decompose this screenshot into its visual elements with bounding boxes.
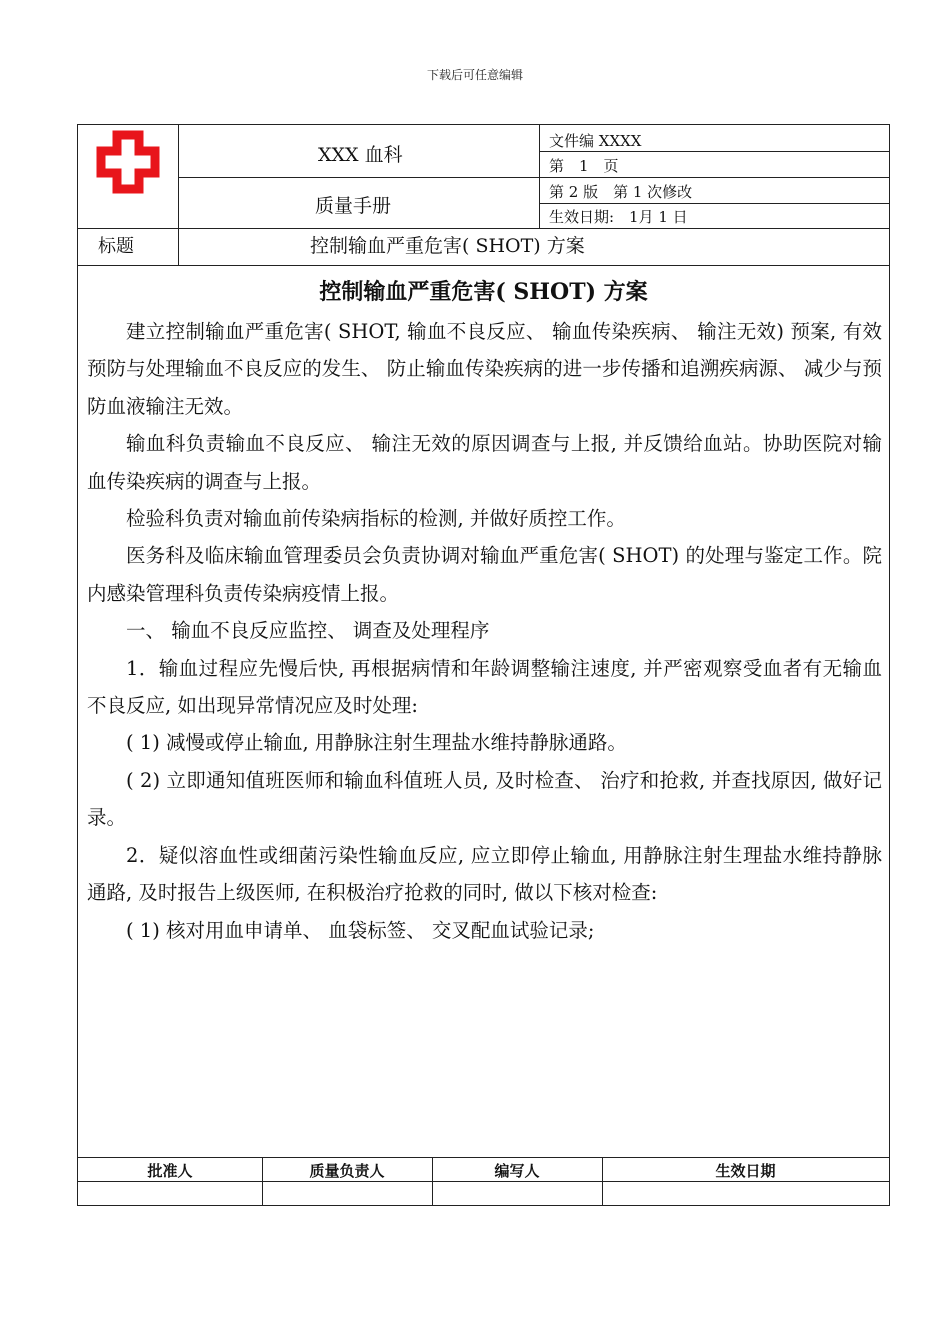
- page-number: 第 1 页: [549, 157, 619, 175]
- paragraph: 医务科及临床输血管理委员会负责协调对输血严重危害( SHOT) 的处理与鉴定工作。院内感染管理科负责传染病疫情上报。: [87, 544, 882, 605]
- paragraph: 2．疑似溶血性或细菌污染性输血反应, 应立即停止输血, 用静脉注射生理盐水维持静脉通路, 及时报告上级医师, 在积极治疗抢救的同时, 做以下核对检查:: [87, 843, 882, 905]
- red-cross-logo: [88, 125, 168, 200]
- approver-label: 批准人: [147, 1162, 193, 1180]
- document-body: [87, 313, 882, 949]
- paragraph: 检验科负责对输血前传染病指标的检测, 并做好质控工作。: [126, 507, 626, 531]
- paragraph: ( 1) 减慢或停止输血, 用静脉注射生理盐水维持静脉通路。: [126, 731, 627, 755]
- effective-date-label: 生效日期: [715, 1162, 776, 1180]
- document-frame: [77, 124, 890, 1206]
- department-name: XXX 血科: [318, 144, 403, 166]
- writer-label: 编写人: [494, 1162, 540, 1180]
- section-heading: 一、 输血不良反应监控、 调查及处理程序: [126, 619, 490, 643]
- manual-name: 质量手册: [315, 195, 392, 217]
- paragraph: ( 2) 立即通知值班医师和输血科值班人员, 及时检查、 治疗和抢救, 并查找原因, 做好记录。: [87, 768, 882, 830]
- paragraph: 1．输血过程应先慢后快, 再根据病情和年龄调整输注速度, 并严密观察受血者有无输血不良反应, 如出现异常情况应及时处理:: [87, 656, 882, 718]
- paragraph: 输血科负责输血不良反应、 输注无效的原因调查与上报, 并反馈给血站。协助医院对输血传染疾病的调查与上报。: [87, 432, 882, 493]
- page-note: 下载后可任意编辑: [426, 68, 523, 82]
- paragraph: 建立控制输血严重危害( SHOT, 输血不良反应、 输血传染疾病、 输注无效) 预案, 有效预防与处理输血不良反应的发生、 防止输血传染疾病的进一步传播和追溯疾病源、 减少与预防血液输注无效。: [87, 320, 882, 418]
- quality-lead-label: 质量负责人: [309, 1162, 385, 1180]
- effective-date: 生效日期: 1月 1 日: [549, 208, 688, 226]
- paragraph: ( 1) 核对用血申请单、 血袋标签、 交叉配血试验记录;: [126, 918, 595, 942]
- title-value: 控制输血严重危害( SHOT) 方案: [310, 235, 585, 257]
- title-label: 标题: [98, 236, 134, 257]
- document-title: 控制输血严重危害( SHOT) 方案: [319, 279, 648, 305]
- version-info: 第 2 版 第 1 次修改: [549, 183, 693, 201]
- file-number: 文件编 XXXX: [549, 132, 642, 150]
